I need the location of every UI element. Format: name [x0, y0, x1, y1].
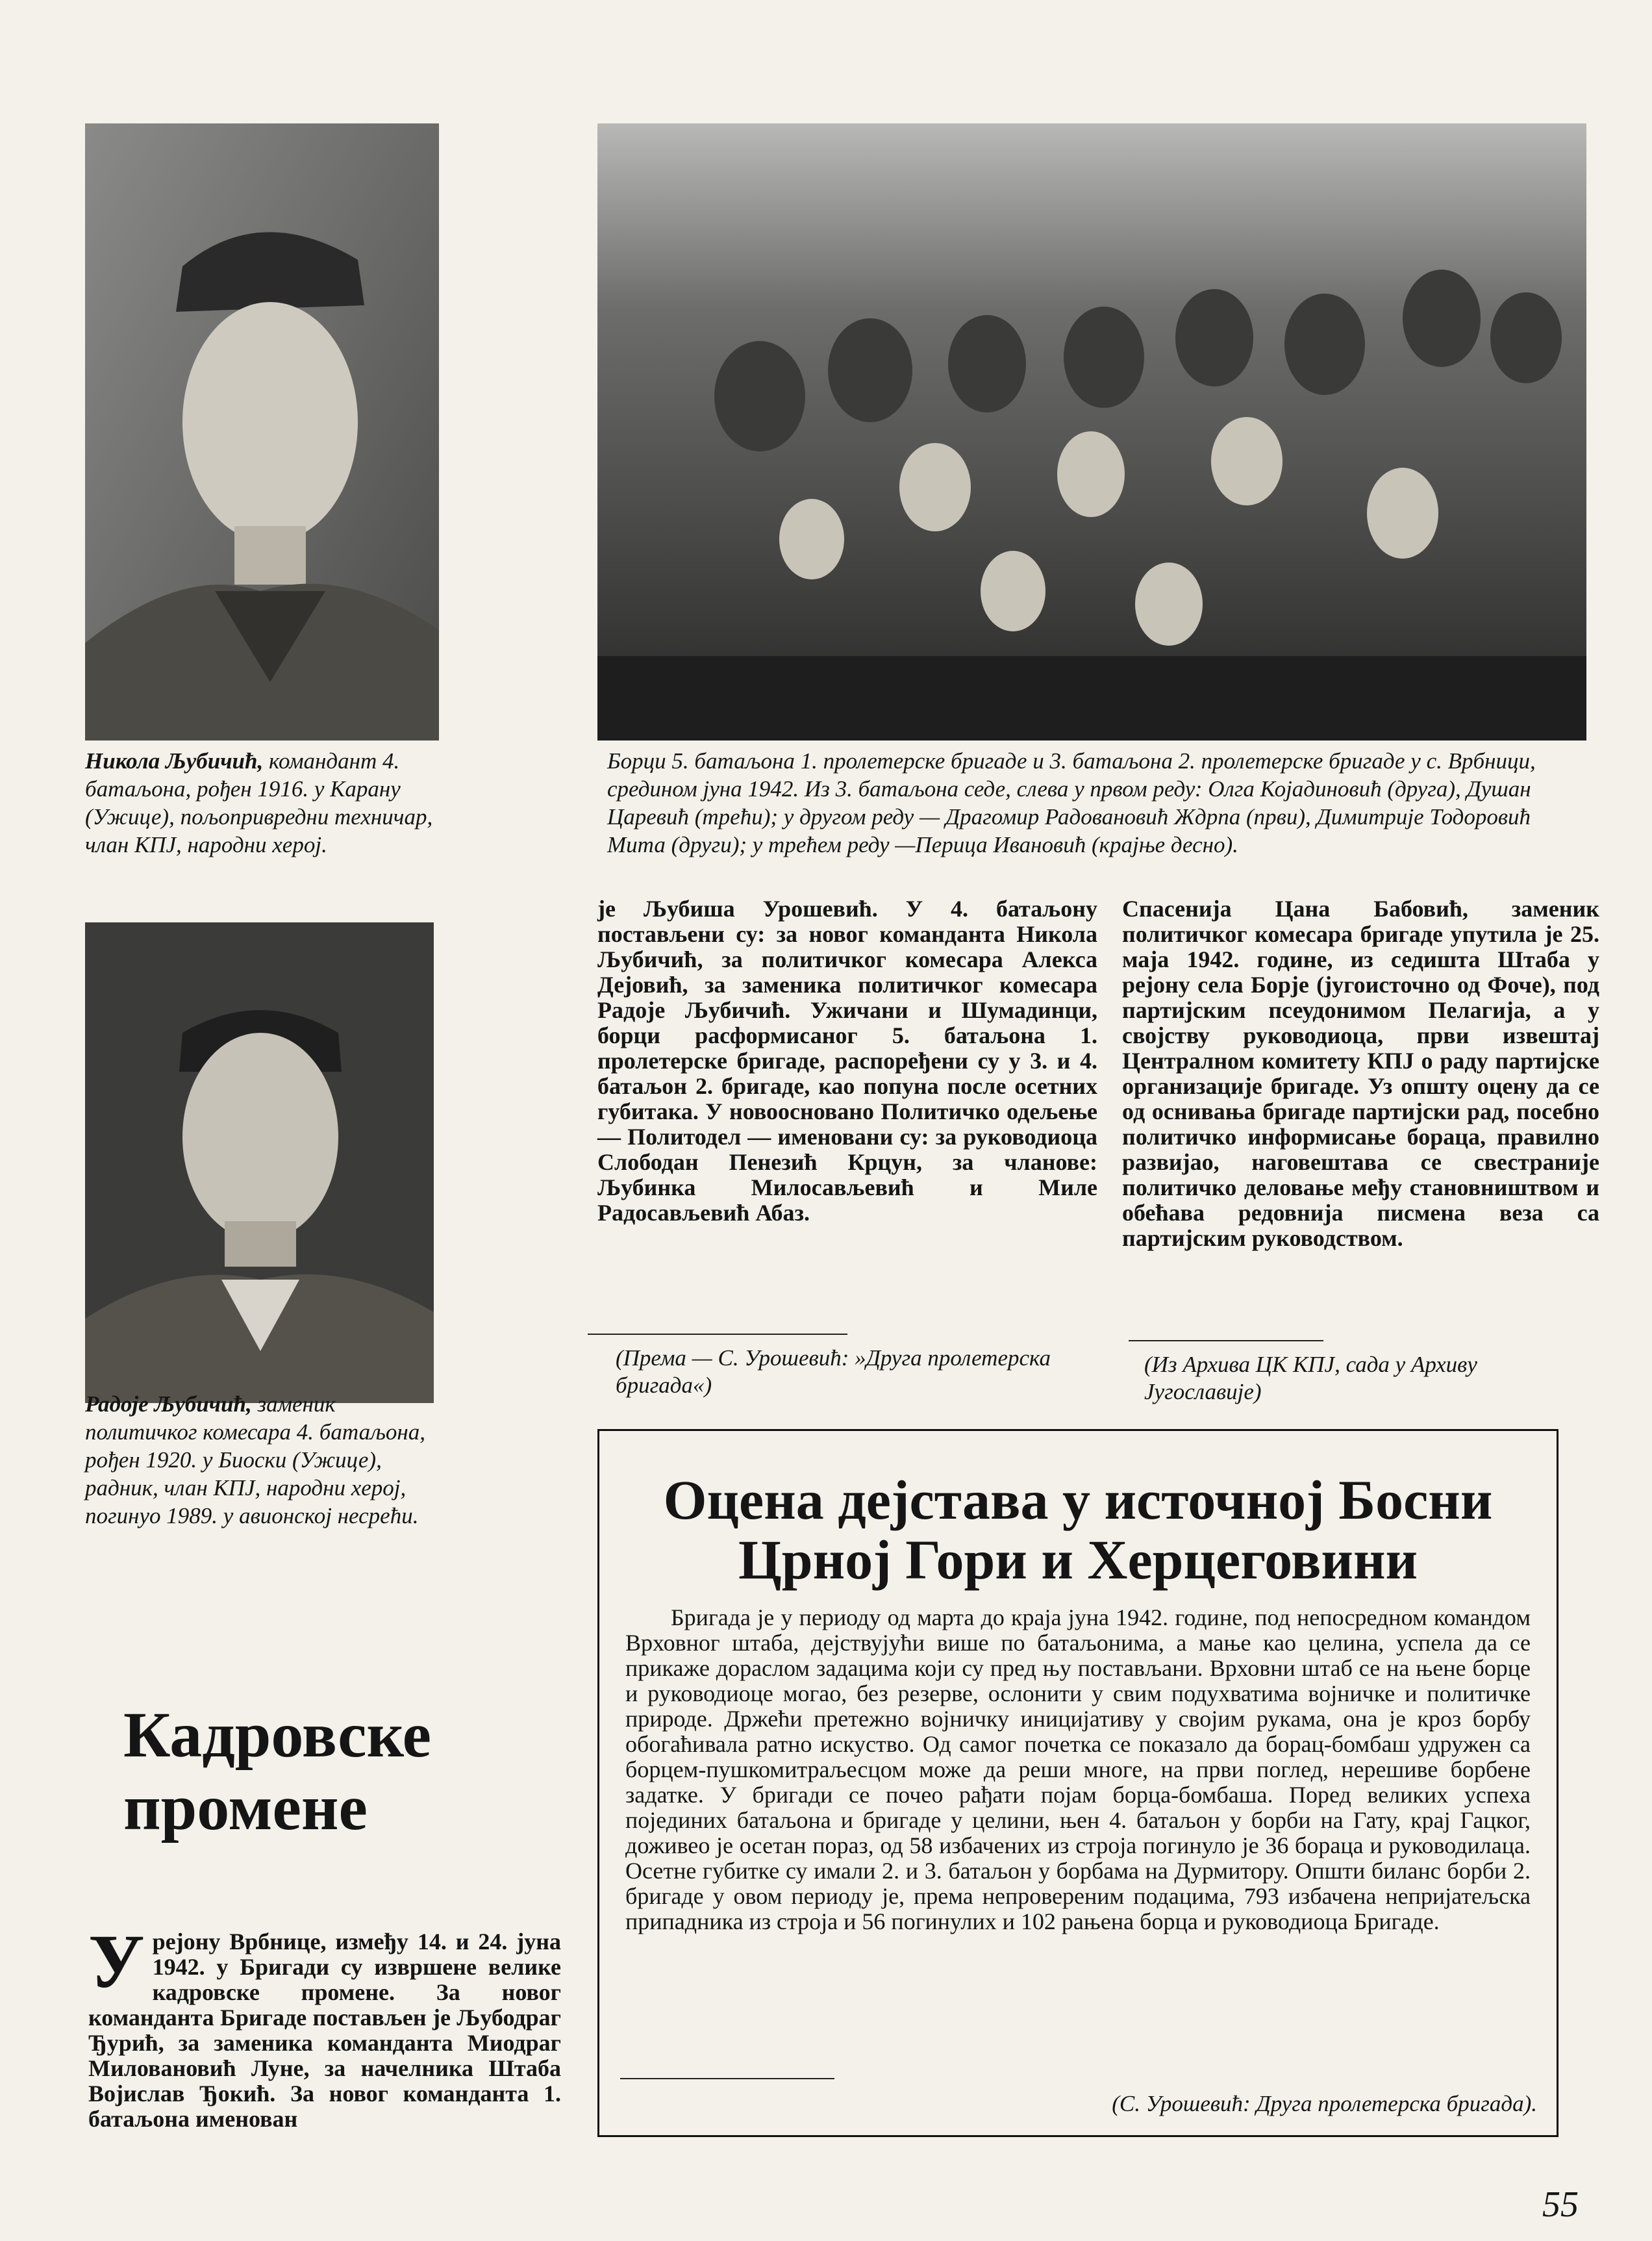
dropcap: У	[88, 1919, 145, 2004]
article2-source: (Из Архива ЦК КПЈ, сада у Архиву Југославије)	[1144, 1352, 1477, 1404]
article1-source: (Према — С. Урошевић: »Друга пролетерска бригада«)	[616, 1345, 1051, 1398]
article1-para1-col2: је Љубиша Урошевић. У 4. батаљону постављени су: за новог команданта Никола Љубичић, за политичког комесара Алекса Дејовић, за заменика политичког комесара Радоје Љубичић. Ужичани и Шумадинци, борци расформисаног 5. батаљона 1. пролетерске бригаде, распоређени су у 3. и 4. батаљон 2. бригаде, као попуна после осетних губитака. У новоосновано Политичко одељење — Политодел — именовани су: за руководиоца Слободан Пенезић Крцун, за чланове: Љубинка Милосављевић и Миле Радосављевић Абаз.	[597, 896, 1097, 1226]
portrait1-caption-name: Никола Љубичић,	[85, 748, 264, 774]
article-heading	[123, 1699, 578, 1844]
page-number: 55	[1542, 2184, 1579, 2225]
portrait1-caption-text: командант 4. батаљона, рођен 1916. у Карану (Ужице), пољопривредни техничар, члан КПЈ, народни херој.	[85, 748, 433, 857]
portrait-nikola-ljubicic-photo	[85, 123, 439, 741]
portrait2-caption	[85, 1390, 434, 1530]
portrait1-caption	[85, 747, 439, 859]
box-source-rule	[620, 2078, 834, 2079]
portrait-radoje-ljubicic-photo	[85, 922, 434, 1403]
heading-line2: промене	[123, 1771, 368, 1843]
article1-column2	[597, 896, 1097, 1226]
portrait2-caption-text: заменик политичког комесара 4. батаљона, рођен 1920. у Биоски (Ужице), радник, члан КПЈ, народни херој, погинуо 1989. у авионској несрећи.	[85, 1391, 425, 1528]
heading-line1: Кадровске	[123, 1699, 432, 1771]
box-source: (С. Урошевић: Друга пролетерска бригада).	[1112, 2091, 1537, 2116]
box-text: Бригада је у периоду од марта до краја јуна 1942. године, под непосредном командом Врховног штаба, дејствујући више по батаљонима, а мање као целина, успела да се прикаже дораслом задацима који су пред њу постављани. Врховни штаб се на њене борце и руководиоце могао, без резерве, ослонити у свим подухватима војничке и политичке природе. Држећи претежно војничку иницијативу у својим рукама, она је кроз борбу обогаћивала ратно искуство. Од самог почетка се показало да борац-бомбаш удружен са борцем-пушкомитраљесцом може да реши многе, на први поглед, нерешиве борбене задатке. У бригади се почео рађати појам борца-бомбаша. Поред великих успеха појединих батаљона и бригаде у целини, њен 4. батаљон у борби на Гату, крај Гацког, доживео је осетан пораз, од 58 избачених из строја погинуло је 36 бораца и руководилаца. Осетне губитке су имали 2. и 3. батаљон у борбама на Дурмитору. Општи биланс борби 2. бригаде у овом периоду је, према непровереним подацима, 793 избачена непријатељска припадника из строја и 56 погинулих и 102 рањена борца и руководиоца Бригаде.	[625, 1604, 1531, 1934]
assessment-box	[597, 1429, 1558, 2137]
article2-source-rule	[1129, 1340, 1323, 1341]
group-photo-caption: Борци 5. батаљона 1. пролетерске бригаде и 3. батаљона 2. пролетерске бригаде у с. Врбници, средином јуна 1942. Из 3. батаљона седе, слева у првом реду: Олга Којадиновић (друга), Душан Царевић (трећи); у другом реду — Драгомир Радовановић Ждрпа (први), Димитрије Тодоровић Мита (други); у трећем реду —Перица Ивановић (крајње десно).	[607, 748, 1536, 857]
group-photo-fighters	[597, 123, 1586, 741]
box-title-line1: Оцена дејстава у источној Босни	[663, 1469, 1493, 1531]
article2-text: Спасенија Цана Бабовић, заменик политичког комесара бригаде упутила је 25. маја 1942. године, из седишта Штаба у рејону села Борје (југоисточно од Фоче), под партијским псеудонимом Пелагија, а у својству руководиоца, први извештај Централном комитету КПЈ о раду партијске организације бригаде. Уз општу оцену да се од оснивања бригаде партијски рад, посебно политичко информисање бораца, правилно развијао, наговештава се свестраније политичко деловање међу становништвом и обећава редовнија писмена веза са партијским руководством.	[1122, 896, 1599, 1251]
article1-para1-col1: рејону Врбнице, између 14. и 24. јуна 1942. у Бригади су извршене велике кадровске промене. За новог команданта Бригаде постављен је Љубодраг Ђурић, за заменика команданта Миодраг Миловановић Луне, за начелника Штаба Војислав Ђокић. За новог команданта 1. батаљона именован	[88, 1929, 561, 2132]
article1-column1	[88, 1919, 561, 2132]
box-title-line2: Црној Гори и Херцеговини	[738, 1528, 1418, 1591]
article1-source-rule	[588, 1334, 847, 1335]
portrait2-caption-name: Радоје Љубичић,	[85, 1391, 252, 1417]
